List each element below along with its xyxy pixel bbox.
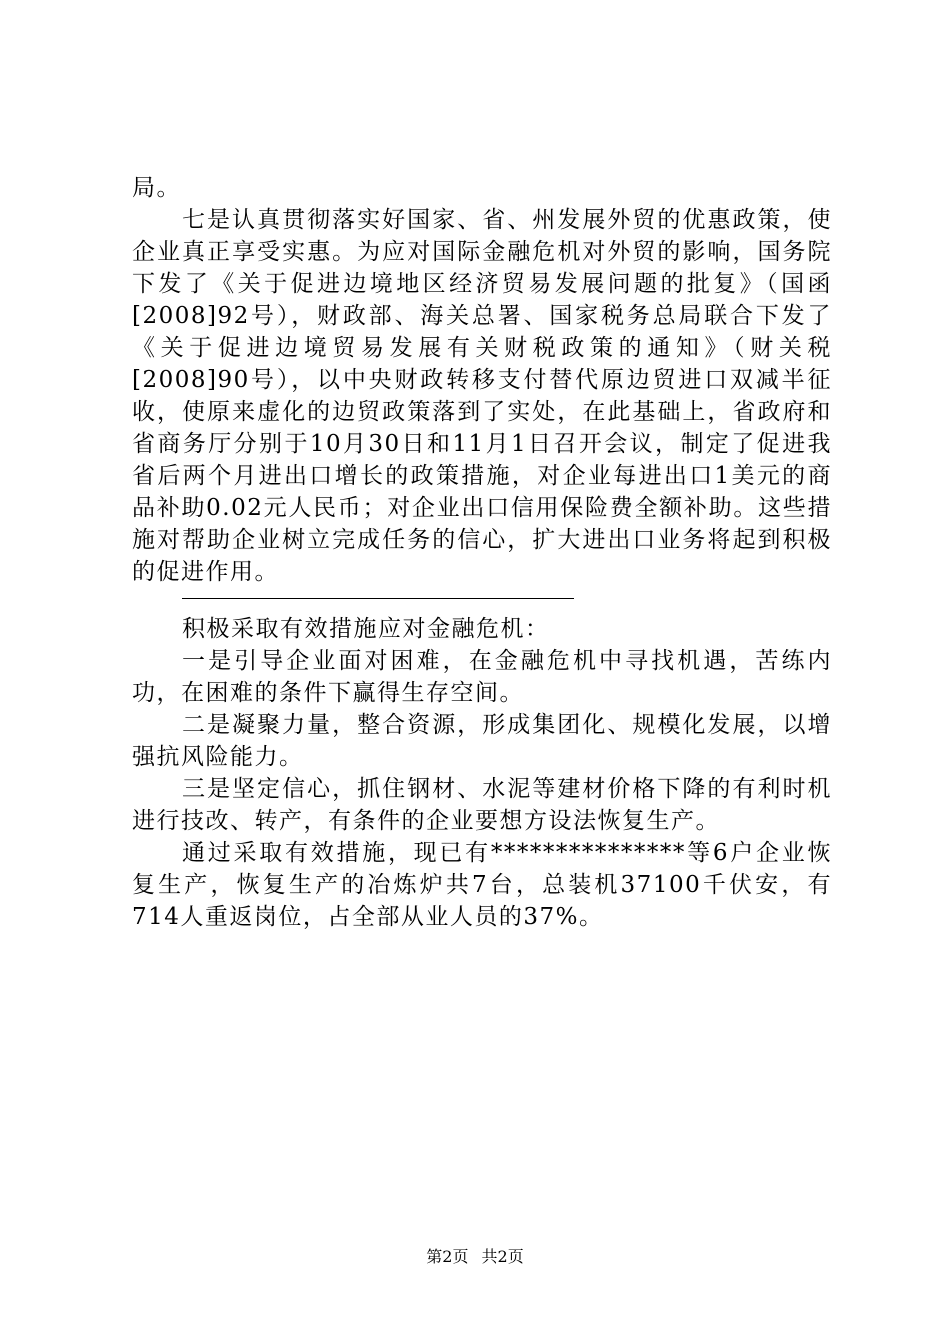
page-number: 第2页 — [426, 1247, 469, 1266]
paragraph-measure-three: 三是坚定信心，抓住钢材、水泥等建材价格下降的有利时机进行技改、转产，有条件的企业要想方设法恢复生产。 — [132, 776, 832, 834]
paragraph-measure-two: 二是凝聚力量，整合资源，形成集团化、规模化发展，以增强抗风险能力。 — [132, 712, 832, 770]
document-body — [132, 172, 832, 933]
paragraph-policy-seven: 七是认真贯彻落实好国家、省、州发展外贸的优惠政策，使企业真正享受实惠。为应对国际金融危机对外贸的影响，国务院下发了《关于促进边境地区经济贸易发展问题的批复》（国函[2008]92号），财政部、海关总署、国家税务总局联合下发了《关于促进边境贸易发展有关财税政策的通知》（财关税[2008]90号），以中央财政转移支付替代原边贸进口双减半征收，使原来虚化的边贸政策落到了实处，在此基础上，省政府和省商务厅分别于10月30日和11月1日召开会议，制定了促进我省后两个月进出口增长的政策措施，对企业每进出口1美元的商品补助0.02元人民币；对企业出口信用保险费全额补助。这些措施对帮助企业树立完成任务的信心，扩大进出口业务将起到积极的促进作用。 — [132, 207, 832, 585]
paragraph-continuation: 局。 — [132, 175, 181, 201]
section-divider — [182, 598, 574, 599]
page-total: 共2页 — [481, 1247, 524, 1266]
page-footer — [0, 1244, 950, 1267]
section-heading-measures: 积极采取有效措施应对金融危机： — [182, 616, 550, 642]
paragraph-measure-one: 一是引导企业面对困难，在金融危机中寻找机遇，苦练内功，在困难的条件下赢得生存空间。 — [132, 648, 832, 706]
paragraph-results: 通过采取有效措施，现已有***************等6户企业恢复生产，恢复生产的冶炼炉共7台，总装机37100千伏安，有714人重返岗位，占全部从业人员的37%。 — [132, 840, 832, 930]
